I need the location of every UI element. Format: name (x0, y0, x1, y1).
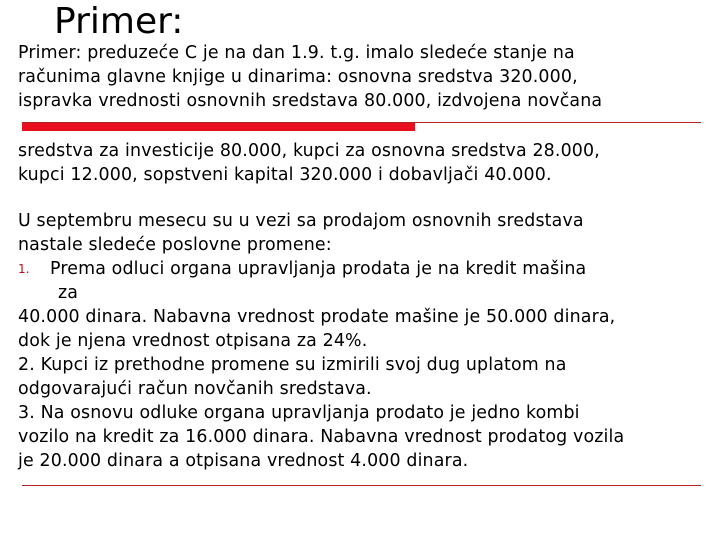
bottom-divider-line (22, 485, 701, 486)
list-item-1-wrap: za (58, 283, 79, 303)
continuation-line: kupci 12.000, sopstveni kapital 320.000 i dobavljači 40.000. (18, 165, 552, 185)
list-item-3-continuation: vozilo na kredit za 16.000 dinara. Nabavna vrednost prodatog vozila (18, 427, 625, 447)
changes-paragraph (18, 209, 718, 473)
continuation-line: sredstva za investicije 80.000, kupci za osnovna sredstva 28.000, (18, 141, 600, 161)
intro-line: računima glavne knjige u dinarima: osnovna sredstva 320.000, (18, 67, 578, 87)
changes-lead-line: U septembru mesecu su u vezi sa prodajom osnovnih sredstava (18, 211, 584, 231)
accent-bar (22, 123, 415, 131)
intro-line: ispravka vrednosti osnovnih sredstava 80.000, izdvojena novčana (18, 91, 603, 111)
list-item-2: 2. Kupci iz prethodne promene su izmirili svoj dug uplatom na (18, 355, 567, 375)
intro-line: Primer: preduzeće C je na dan 1.9. t.g. imalo sledeće stanje na (18, 43, 575, 63)
list-item-3-continuation: je 20.000 dinara a otpisana vrednost 4.000 dinara. (18, 451, 469, 471)
list-number: 1. (18, 262, 30, 276)
intro-paragraph (18, 41, 718, 113)
continuation-paragraph (18, 139, 718, 187)
list-item-text: Prema odluci organa upravljanja prodata je na kredit mašina (50, 259, 587, 279)
list-item-3: 3. Na osnovu odluke organa upravljanja prodato je jedno kombi (18, 403, 580, 423)
list-item-2-continuation: odgovarajući račun novčanih sredstava. (18, 379, 372, 399)
slide-title: Primer: (54, 1, 184, 42)
list-item-1-continuation: 40.000 dinara. Nabavna vrednost prodate mašine je 50.000 dinara, (18, 307, 616, 327)
list-item-1-continuation: dok je njena vrednost otpisana za 24%. (18, 331, 368, 351)
changes-lead-line: nastale sledeće poslovne promene: (18, 235, 332, 255)
list-item-1 (18, 257, 718, 281)
